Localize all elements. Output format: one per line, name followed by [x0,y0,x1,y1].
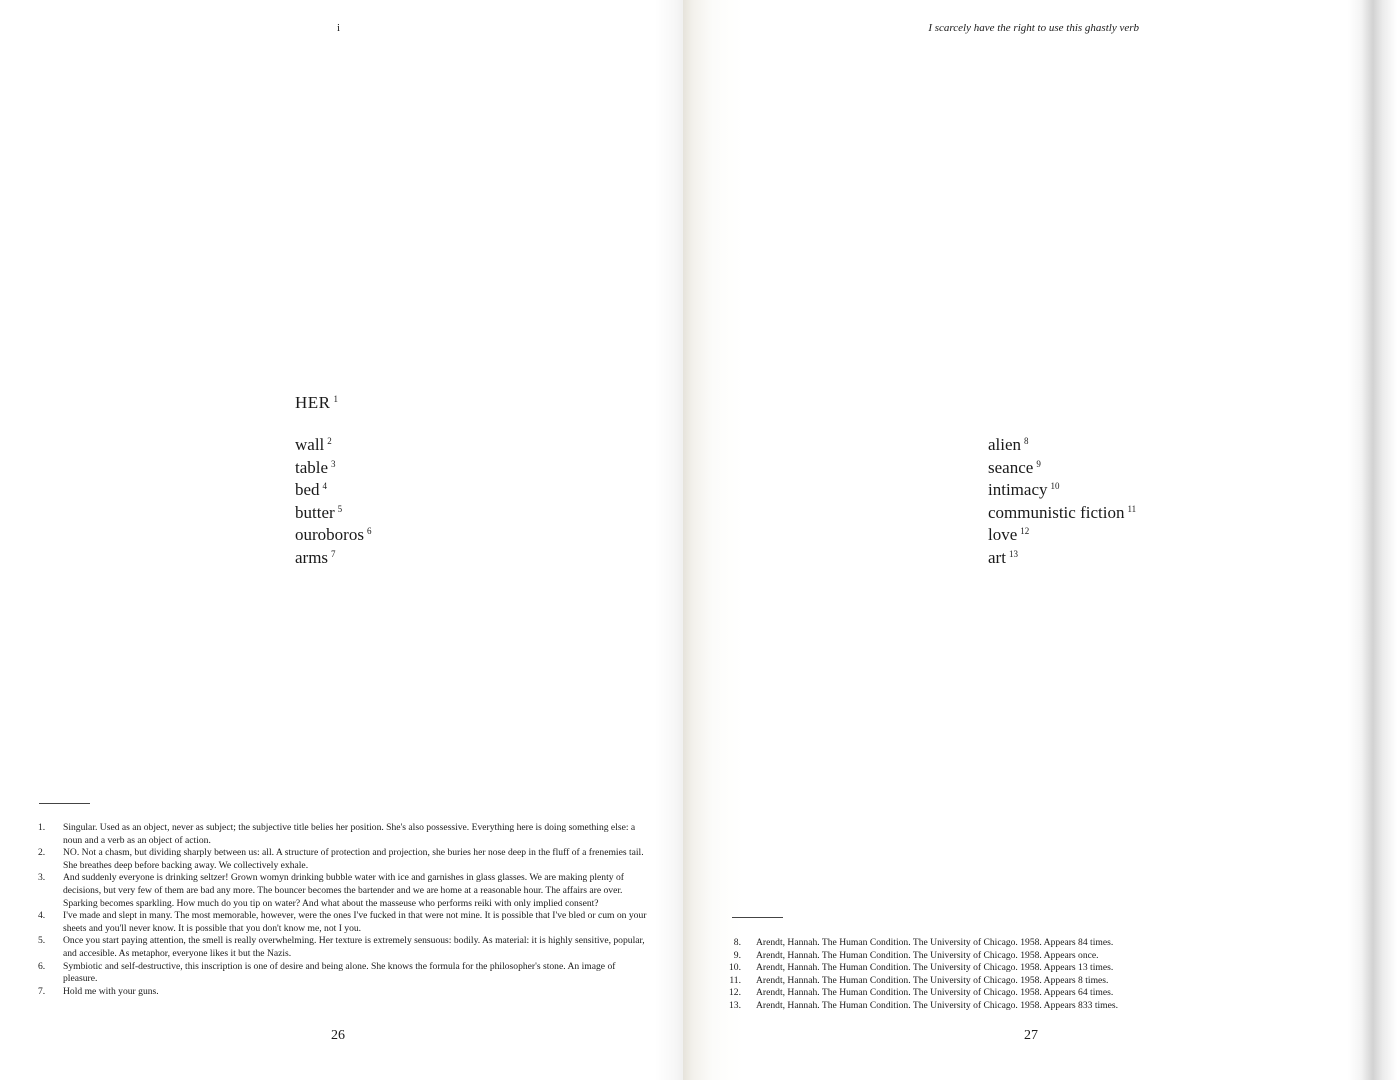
footnote-number: 1. [38,822,46,833]
gutter-shadow [655,0,683,1080]
word-text: art [988,547,1006,567]
footnote [38,847,648,872]
word-text: table [295,457,329,477]
word-item [988,522,1136,545]
word-note: 6 [366,526,372,537]
word-note: 9 [1036,458,1041,469]
word-note: 8 [1024,436,1029,446]
footnote-text: Symbiotic and self-destructive, this inscription is one of desire and being alone. She knows the formula for the philosopher's stone. An image of pleasure. [63,960,616,985]
footnote [38,822,648,847]
word-text: intimacy [988,480,1048,500]
footnote-text: And suddenly everyone is drinking seltzer! Grown womyn drinking bubble water with ice and garnishes in glass glasses. We are making plenty of decisions, but very few of them are bad any more. The bouncer becomes the bartender and we are home at a reasonable hour. The affairs are over. Sparking becomes sparkling. How much do you tip on water? And what about the masseuse who performs reiki with only implied consent? [63,872,624,909]
footnote-text: NO. Not a chasm, but dividing sharply between us: all. A structure of protection and projection, she buries her nose deep in the fluff of a frenemies tail. She breathes deep before backing away. We collectively exhale. [63,847,644,871]
word-item [988,432,1136,455]
right-footnotes [731,937,1211,1013]
word-note: 12 [1020,526,1030,537]
footnote [731,987,1211,1000]
word-text: arms [295,547,329,567]
footnote-text: I've made and slept in many. The most memorable, however, were the ones I've fucked in that were not mine. It is possible that I've bled or cum on your sheets and you'll never know. It is possible that you don't know me, not I you. [63,910,647,934]
right-running-head: I scarcely have the right to use this ghastly verb [928,22,1139,34]
footnote-number: 12. [729,987,741,999]
word-text: butter [295,502,335,522]
word-item [295,477,371,500]
word-text: alien [988,435,1022,454]
footnote-number: 2. [38,847,46,859]
footnote [731,937,1211,950]
left-page-number: 26 [331,1028,345,1043]
word-item [295,432,371,455]
word-item [295,522,371,545]
word-note: 10 [1050,481,1060,492]
footnote [38,935,648,960]
footnote-number: 3. [38,872,46,884]
footnote-number: 8. [733,937,741,948]
word-note: 4 [322,481,328,492]
word-text: communistic fiction [988,502,1125,522]
footnote [38,872,648,910]
footnote-number: 11. [729,974,741,986]
poem-title [295,393,339,413]
word-item [295,500,371,523]
footnote-number: 9. [733,949,741,961]
word-item [988,500,1136,523]
left-footnotes [38,822,648,998]
word-note: 7 [331,548,336,559]
footnote-text: Arendt, Hannah. The Human Condition. The University of Chicago. 1958. Appears 8 times. [756,974,1109,986]
footnote-text: Hold me with your guns. [63,985,159,997]
footnote-text: Arendt, Hannah. The Human Condition. The University of Chicago. 1958. Appears 64 times. [756,987,1114,999]
left-running-head: i [337,22,341,34]
footnote-rule [39,803,90,804]
word-note: 13 [1008,548,1018,559]
word-note: 11 [1127,503,1137,514]
footnote-number: 13. [729,999,741,1011]
footnote-number: 10. [729,962,741,974]
word-item [295,545,371,568]
word-note: 3 [331,458,336,469]
word-item [988,545,1136,568]
footnote-rule [732,917,783,918]
footnote [731,975,1211,988]
footnote [731,962,1211,975]
footnote-number: 6. [38,960,46,972]
footnote-text: Arendt, Hannah. The Human Condition. The University of Chicago. 1958. Appears 13 times. [756,962,1114,974]
right-page [683,0,1397,1080]
footnote [38,910,648,935]
footnote-text: Arendt, Hannah. The Human Condition. The University of Chicago. 1958. Appears 84 times. [756,937,1114,948]
word-text: bed [295,480,320,500]
poem-title-text: HER [295,393,331,412]
poem-title-note: 1 [333,394,339,404]
word-text: seance [988,457,1034,477]
right-page-number: 27 [1024,1028,1038,1043]
footnote [38,986,648,999]
word-note: 5 [337,503,343,514]
word-text: love [988,525,1018,545]
word-text: ouroboros [295,525,364,545]
word-text: wall [295,435,325,454]
word-item [295,455,371,478]
footnote-text: Singular. Used as an object, never as subject; the subjective title belies her position. She's also possessive. Everything here is doing something else: a noun and a verb as an object of action. [63,822,636,846]
word-note: 2 [327,436,332,446]
footnote-text: Once you start paying attention, the smell is really overwhelming. Her texture is extremely sensuous: bodily. As material: it is highly sensitive, popular, and accesible. As metaphor, everyone likes it but the Nazis. [63,935,645,959]
left-page [0,0,683,1080]
footnote-number: 5. [38,935,46,947]
word-item [988,477,1136,500]
footnote-text: Arendt, Hannah. The Human Condition. The University of Chicago. 1958. Appears 833 times. [756,999,1119,1011]
footnote [38,961,648,986]
right-word-list [988,432,1136,568]
footnote [731,950,1211,963]
footnote [731,1000,1211,1013]
footnote-text: Arendt, Hannah. The Human Condition. The University of Chicago. 1958. Appears once. [756,949,1099,961]
footnote-number: 7. [38,985,46,997]
word-item [988,455,1136,478]
left-word-list [295,432,371,568]
footnote-number: 4. [38,910,46,922]
